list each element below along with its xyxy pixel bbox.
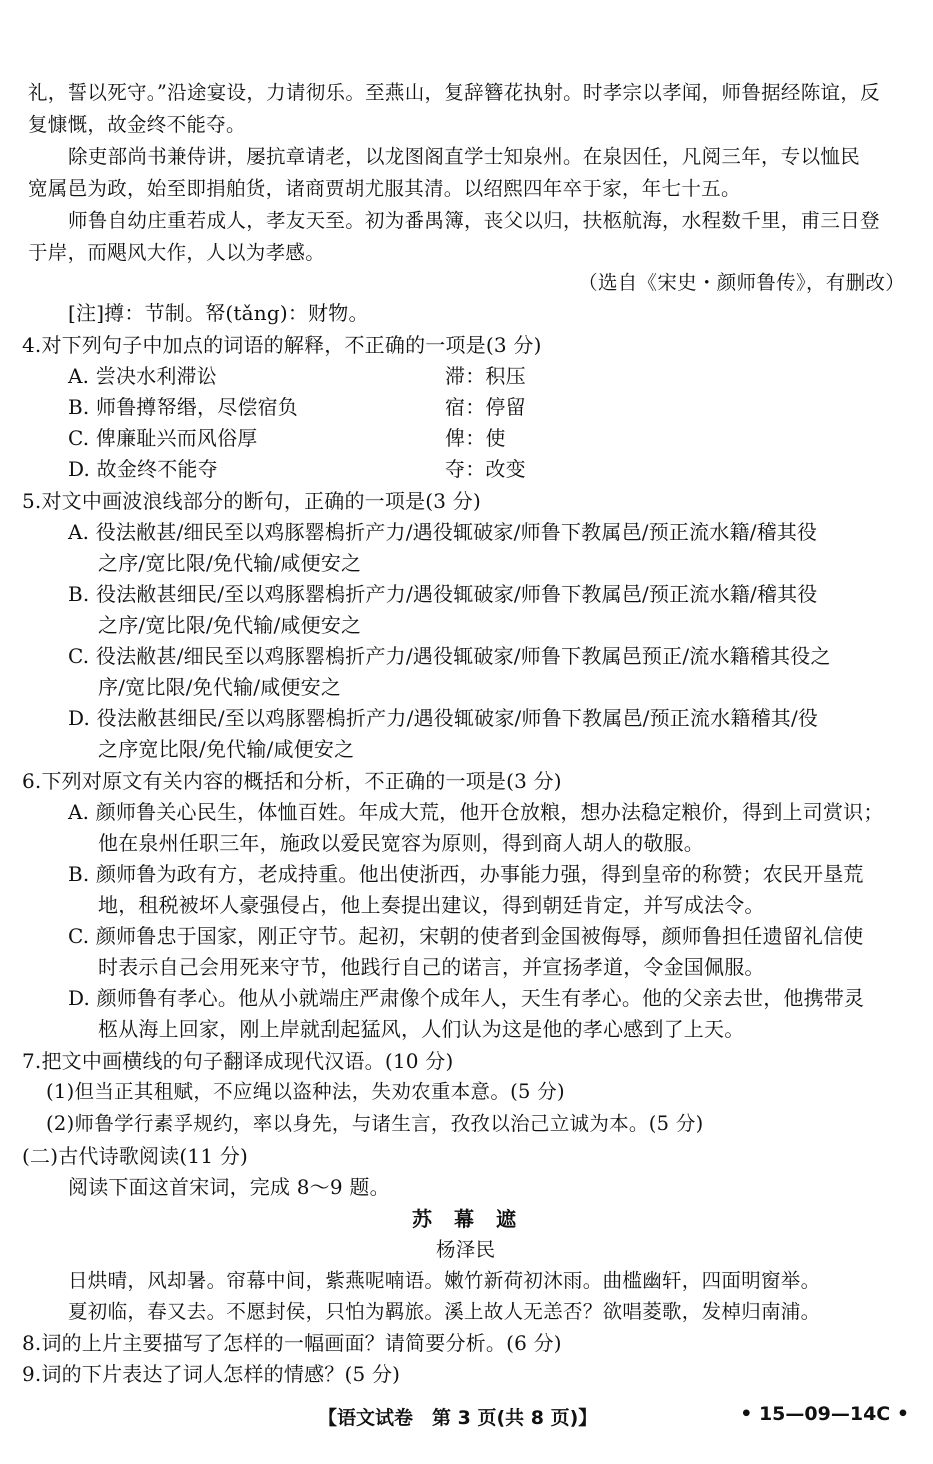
poem-title: 苏幕遮 [412, 1207, 538, 1231]
q4-gloss-d: 夺：改变 [445, 457, 526, 481]
q6-option-d-cont: 柩从海上回家，刚上岸就刮起猛风，人们认为这是他的孝心感到了上天。 [98, 1017, 745, 1041]
q5-option-b: B. 役法敝甚细民/至以鸡豚罂㮧折产力/遇役辄破家/师鲁下教属邑/预正流水籍/稽其役 [68, 582, 818, 606]
q4-stem: 4.对下列句子中加点的词语的解释，不正确的一项是(3 分) [22, 333, 542, 357]
q6-option-b-cont: 地，租税被坏人豪强侵占，他上奏提出建议，得到朝廷肯定，并写成法令。 [98, 893, 765, 917]
q4-option-d: D. 故金终不能夺 [68, 457, 218, 481]
poem-line: 夏初临，春又去。不愿封侯，只怕为羁旅。溪上故人无恙否？欲唱菱歌，发棹归南浦。 [68, 1300, 821, 1323]
q5-option-a-cont: 之序/宽比限/免代输/咸便安之 [98, 551, 362, 575]
q4-option-a: A. 尝决水利滞讼 [68, 364, 217, 388]
q6-option-d: D. 颜师鲁有孝心。他从小就端庄严肃像个成年人，天生有孝心。他的父亲去世，他携带灵 [68, 986, 865, 1010]
q5-option-d-cont: 之序宽比限/免代输/咸便安之 [98, 737, 355, 761]
q4-option-c: C. 俾廉耻兴而风俗厚 [68, 426, 258, 450]
passage-line: 礼，誓以死守。”沿途宴设，力请彻乐。至燕山，复辞簪花执射。时孝宗以孝闻，师鲁据经陈谊，反 [28, 81, 880, 104]
q6-option-c-cont: 时表示自己会用死来守节，他践行自己的诺言，并宣扬孝道，令金国佩服。 [98, 955, 765, 979]
poetry-section-heading: (二)古代诗歌阅读(11 分) [22, 1144, 249, 1168]
q7-stem: 7.把文中画横线的句子翻译成现代汉语。(10 分) [22, 1049, 454, 1073]
q6-option-a-cont: 他在泉州任职三年，施政以爱民宽容为原则，得到商人胡人的敬服。 [98, 831, 704, 855]
q4-gloss-b: 宿：停留 [445, 395, 526, 419]
passage-line: 于岸，而飓风大作，人以为孝感。 [28, 241, 326, 264]
q5-option-c-cont: 序/宽比限/免代输/咸便安之 [98, 675, 342, 699]
poetry-intro: 阅读下面这首宋词，完成 8～9 题。 [68, 1175, 390, 1199]
q5-option-a: A. 役法敝甚/细民至以鸡豚罂㮧折产力/遇役辄破家/师鲁下教属邑/预正流水籍/稽其役 [68, 520, 818, 544]
q5-option-c: C. 役法敝甚/细民至以鸡豚罂㮧折产力/遇役辄破家/师鲁下教属邑预正/流水籍稽其役之 [68, 644, 831, 668]
footer-code: • 15—09—14C • [740, 1403, 909, 1425]
poem-author: 杨泽民 [436, 1238, 496, 1261]
passage-source: （选自《宋史・颜师鲁传》，有删改） [578, 271, 905, 294]
q9-stem: 9.词的下片表达了词人怎样的情感？(5 分) [22, 1362, 401, 1386]
q5-stem: 5.对文中画波浪线部分的断句，正确的一项是(3 分) [22, 489, 481, 513]
q4-option-b: B. 师鲁撙帑缗，尽偿宿负 [68, 395, 299, 419]
q6-option-c: C. 颜师鲁忠于国家，刚正守节。起初，宋朝的使者到金国被侮辱，颜师鲁担任遗留礼信使 [68, 924, 864, 948]
q7-item-1: (1)但当正其租赋，不应绳以盗种法，失劝农重本意。(5 分) [46, 1080, 565, 1103]
q6-option-b: B. 颜师鲁为政有方，老成持重。他出使浙西，办事能力强，得到皇帝的称赞；农民开垦荒 [68, 862, 864, 886]
q4-gloss-c: 俾：使 [445, 426, 506, 450]
passage-note: [注]撙：节制。帑(tǎng)：财物。 [68, 301, 369, 325]
passage-line: 师鲁自幼庄重若成人，孝友天至。初为番禺簿，丧父以归，扶柩航海，水程数千里，甫三日登 [68, 209, 880, 232]
q4-gloss-a: 滞：积压 [445, 364, 526, 388]
q6-stem: 6.下列对原文有关内容的概括和分析，不正确的一项是(3 分) [22, 769, 562, 793]
q5-option-b-cont: 之序/宽比限/免代输/咸便安之 [98, 613, 362, 637]
q5-option-d: D. 役法敝甚细民/至以鸡豚罂㮧折产力/遇役辄破家/师鲁下教属邑/预正流水籍稽其/役 [68, 706, 819, 730]
passage-line: 宽属邑为政，始至即捐舶货，诸商贾胡尤服其清。以绍熙四年卒于家，年七十五。 [28, 177, 741, 200]
passage-line: 复慷慨，故金终不能夺。 [28, 113, 246, 136]
passage-line: 除吏部尚书兼侍讲，屡抗章请老，以龙图阁直学士知泉州。在泉因任，凡阅三年，专以恤民 [68, 145, 861, 168]
footer-page-label: 【语文试卷 第 3 页(共 8 页)】 [318, 1407, 598, 1429]
q6-option-a: A. 颜师鲁关心民生，体恤百姓。年成大荒，他开仓放粮，想办法稳定粮价，得到上司赏识； [68, 800, 884, 824]
q7-item-2: (2)师鲁学行素孚规约，率以身先，与诸生言，孜孜以治己立诚为本。(5 分) [46, 1112, 704, 1135]
poem-line: 日烘晴，风却暑。帘幕中间，紫燕呢喃语。嫩竹新荷初沐雨。曲槛幽轩，四面明窗举。 [68, 1269, 821, 1292]
q8-stem: 8.词的上片主要描写了怎样的一幅画面？请简要分析。(6 分) [22, 1331, 562, 1355]
